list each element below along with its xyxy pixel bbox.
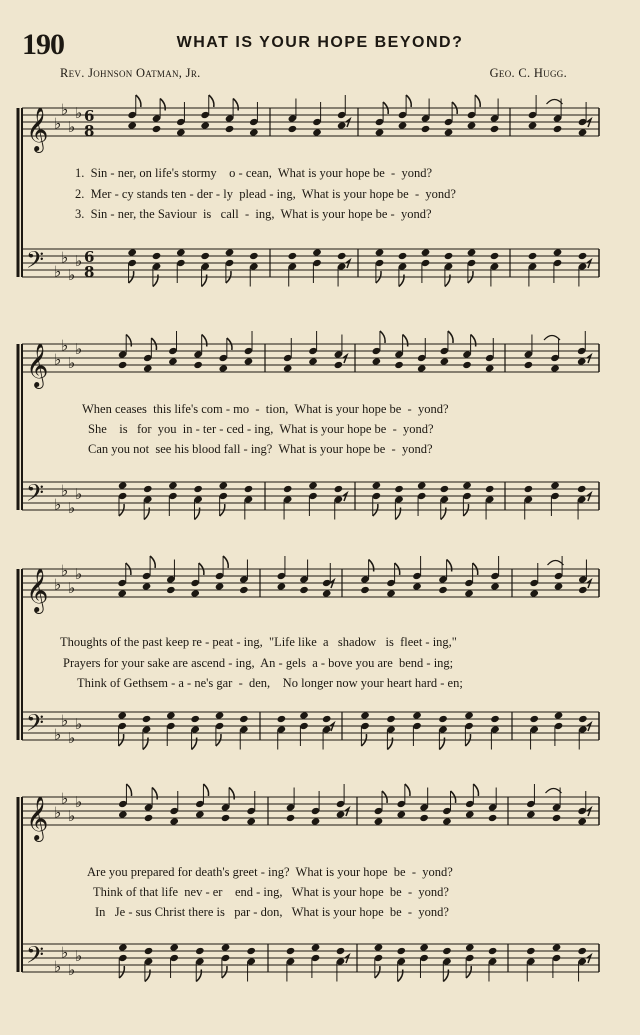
- flag-bass-0-0-1: [153, 275, 158, 287]
- note-bass-0-2-1-0: [398, 252, 408, 260]
- hymn-title: WHAT IS YOUR HOPE BEYOND?: [176, 34, 464, 51]
- note-bass-3-0-1-0: [144, 947, 154, 955]
- rest-bass-1-1: [343, 493, 347, 501]
- rest-treble-0-3: [587, 119, 591, 127]
- rest-treble-0-1: [346, 119, 350, 127]
- note-treble-1-3-0-1: [524, 361, 534, 369]
- fermata-treble-0: [547, 100, 563, 105]
- note-bass-3-0-4-0: [221, 943, 231, 951]
- note-bass-3-2-2-0: [419, 943, 429, 951]
- note-treble-0-2-2-1: [421, 125, 431, 133]
- rest-bass-1-3: [587, 493, 591, 501]
- flat-sign-2-treble-1: ♭: [61, 561, 69, 580]
- note-treble-0-1-0-1: [288, 125, 298, 133]
- note-bass-0-0-2-0: [176, 248, 186, 256]
- flat-sign-0-treble-0: ♭: [54, 114, 62, 133]
- note-treble-3-0-4-1: [221, 814, 231, 822]
- flat-sign-1-bass-1: ♭: [61, 481, 69, 500]
- note-treble-3-1-1-1: [311, 817, 321, 825]
- flag-treble-3-2-4: [473, 784, 478, 796]
- flag-bass-2-0-1: [143, 738, 148, 750]
- note-treble-2-2-3-1: [438, 586, 448, 594]
- verse-line-1-3: 3. Sin - ner, the Saviour is call - ing, What is your hope be - yond?: [75, 207, 432, 221]
- note-treble-0-2-3-1: [444, 128, 454, 136]
- flag-treble-2-0-4: [223, 556, 228, 568]
- note-bass-1-2-4-0: [462, 481, 472, 489]
- note-treble-0-3-0-1: [528, 121, 538, 129]
- note-treble-2-1-0-1: [277, 582, 287, 590]
- flat-sign-2-bass-3: ♭: [75, 715, 83, 733]
- note-treble-2-2-4-1: [464, 589, 474, 597]
- note-treble-0-0-3-1: [200, 121, 210, 129]
- rest-bass-2-3: [587, 723, 591, 731]
- note-bass-0-2-5-0: [490, 252, 500, 260]
- flat-sign-3-treble-3: ♭: [75, 793, 83, 811]
- verse-line-1-2: 2. Mer - cy stands ten - der - ly plead - ing, What is your hope be - yond?: [75, 187, 456, 201]
- note-bass-3-2-4-0: [465, 943, 475, 951]
- flag-treble-0-2-4: [475, 95, 480, 107]
- note-treble-0-1-2-1: [337, 121, 347, 129]
- time-sig-bottom-treble: 8: [84, 122, 95, 140]
- note-treble-3-3-0-1: [526, 810, 536, 818]
- note-bass-1-1-2-0: [334, 485, 344, 493]
- bass-clef-0: 𝄢: [26, 246, 45, 279]
- note-bass-1-0-5-0: [244, 485, 254, 493]
- flat-sign-1-bass-2: ♭: [68, 499, 76, 517]
- note-treble-1-2-4-1: [462, 361, 472, 369]
- bass-clef-1: 𝄢: [26, 479, 45, 512]
- flag-bass-0-2-1: [399, 275, 404, 287]
- lyricist-credit: Rev. Johnson Oatman, Jr.: [60, 66, 201, 80]
- note-bass-0-0-3-0: [200, 252, 210, 260]
- note-treble-2-0-4-1: [215, 582, 225, 590]
- note-treble-3-1-2-1: [336, 810, 346, 818]
- note-treble-2-0-2-1: [166, 586, 176, 594]
- flag-treble-1-0-0: [126, 335, 131, 347]
- flag-bass-3-2-1: [398, 970, 403, 982]
- note-bass-2-3-0-0: [529, 715, 539, 723]
- note-bass-3-0-0-0: [118, 943, 128, 951]
- flag-treble-3-0-0: [126, 784, 131, 796]
- note-bass-0-0-4-0: [225, 248, 235, 256]
- note-treble-1-2-3-1: [440, 357, 450, 365]
- note-treble-2-2-0-1: [360, 586, 370, 594]
- verse-line-2-1: When ceases this life's com - mo - tion, What is your hope be - yond?: [82, 402, 449, 416]
- flag-treble-0-0-0: [136, 95, 141, 107]
- note-treble-2-0-0-1: [117, 589, 127, 597]
- note-bass-2-2-2-0: [412, 711, 422, 719]
- note-treble-0-0-2-1: [176, 128, 186, 136]
- note-bass-1-2-5-0: [485, 485, 495, 493]
- note-bass-3-1-1-0: [311, 943, 321, 951]
- flat-sign-0-bass-1: ♭: [61, 248, 69, 267]
- hymn-number: 190: [22, 28, 64, 61]
- note-treble-1-0-5-1: [244, 357, 254, 365]
- flag-treble-2-2-0: [369, 560, 374, 572]
- note-treble-0-2-4-1: [467, 121, 477, 129]
- fermata-treble-1: [544, 336, 560, 341]
- flat-sign-1-treble-2: ♭: [68, 354, 76, 372]
- flag-bass-3-2-3: [443, 970, 448, 982]
- note-bass-0-0-0-0: [127, 248, 137, 256]
- note-treble-0-2-0-1: [375, 128, 385, 136]
- note-treble-0-0-5-1: [249, 128, 259, 136]
- note-bass-2-3-2-0: [578, 715, 588, 723]
- flag-treble-2-0-1: [150, 556, 155, 568]
- note-bass-0-0-5-0: [249, 252, 259, 260]
- flat-sign-0-treble-3: ♭: [75, 104, 83, 122]
- note-bass-1-0-3-0: [193, 485, 203, 493]
- flat-sign-3-treble-1: ♭: [61, 789, 69, 808]
- note-bass-2-0-3-0: [190, 715, 200, 723]
- rest-bass-3-3: [587, 955, 591, 963]
- bass-clef-3: 𝄢: [26, 941, 45, 974]
- note-bass-0-1-2-0: [337, 252, 347, 260]
- note-bass-2-1-1-0: [299, 711, 309, 719]
- rest-treble-2-3: [587, 580, 591, 588]
- fermata-treble-2: [548, 561, 564, 566]
- flat-sign-2-bass-0: ♭: [54, 725, 62, 744]
- note-treble-0-0-4-1: [225, 125, 235, 133]
- note-bass-1-0-1-0: [143, 485, 153, 493]
- flag-treble-2-2-3: [447, 560, 452, 572]
- note-bass-0-3-0-0: [528, 252, 538, 260]
- note-treble-1-2-1-1: [394, 361, 404, 369]
- note-treble-0-0-1-1: [152, 125, 162, 133]
- note-treble-2-2-1-1: [386, 589, 396, 597]
- treble-clef-0: 𝄞: [26, 107, 49, 151]
- note-bass-0-2-3-0: [444, 252, 454, 260]
- note-bass-1-1-0-0: [283, 485, 293, 493]
- flat-sign-3-bass-0: ♭: [54, 957, 62, 976]
- note-treble-3-2-5-1: [488, 814, 498, 822]
- rest-treble-1-1: [343, 355, 347, 363]
- flat-sign-2-bass-2: ♭: [68, 729, 76, 747]
- rest-bass-3-1: [345, 955, 349, 963]
- note-bass-3-1-0-0: [286, 947, 296, 955]
- note-bass-1-1-1-0: [308, 481, 318, 489]
- fermata-treble-3: [546, 789, 562, 794]
- verse-line-3-3: Think of Gethsem - a - ne's gar - den, No longer now your heart hard - en;: [77, 676, 463, 690]
- note-bass-2-0-1-0: [142, 715, 152, 723]
- flag-treble-0-0-1: [160, 99, 165, 111]
- note-bass-3-2-5-0: [488, 947, 498, 955]
- note-treble-3-2-3-1: [442, 817, 452, 825]
- note-treble-3-2-1-1: [396, 810, 406, 818]
- flag-treble-1-2-0: [380, 331, 385, 343]
- note-treble-0-3-2-1: [578, 128, 588, 136]
- note-bass-1-0-0-0: [118, 481, 128, 489]
- flat-sign-2-treble-2: ♭: [68, 579, 76, 597]
- rest-treble-1-3: [587, 355, 591, 363]
- note-bass-1-2-0-0: [372, 481, 382, 489]
- note-bass-3-0-2-0: [169, 943, 179, 951]
- flag-treble-3-0-4: [229, 788, 234, 800]
- note-bass-3-3-2-0: [577, 947, 587, 955]
- flag-bass-2-0-3: [192, 738, 197, 750]
- note-bass-0-3-2-0: [578, 252, 588, 260]
- flat-sign-0-bass-3: ♭: [75, 252, 83, 270]
- note-bass-1-3-2-0: [577, 485, 587, 493]
- flag-bass-2-2-3: [439, 738, 444, 750]
- flag-treble-0-0-4: [233, 99, 238, 111]
- note-treble-1-2-2-1: [417, 364, 427, 372]
- note-treble-3-0-0-1: [118, 810, 128, 818]
- rest-bass-0-1: [346, 260, 350, 268]
- flag-treble-1-2-1: [403, 335, 408, 347]
- note-treble-2-3-2-1: [578, 586, 588, 594]
- note-bass-1-3-1-0: [550, 481, 560, 489]
- note-bass-2-0-4-0: [215, 711, 225, 719]
- note-treble-2-0-1-1: [142, 582, 152, 590]
- note-bass-2-1-0-0: [277, 715, 287, 723]
- note-treble-1-3-1-1: [550, 364, 560, 372]
- verse-line-2-2: She is for you in - ter - ced - ing, What is your hope be - yond?: [88, 422, 434, 436]
- note-bass-3-0-5-0: [246, 947, 256, 955]
- flag-bass-1-0-1: [144, 508, 149, 520]
- note-treble-2-3-1-1: [554, 582, 564, 590]
- flat-sign-3-bass-2: ♭: [68, 961, 76, 979]
- flat-sign-2-treble-3: ♭: [75, 565, 83, 583]
- note-treble-1-3-2-1: [577, 357, 587, 365]
- note-bass-3-2-1-0: [396, 947, 406, 955]
- note-bass-0-0-1-0: [152, 252, 162, 260]
- treble-clef-2: 𝄞: [26, 568, 49, 612]
- note-treble-1-0-1-1: [143, 364, 153, 372]
- time-sig-top-bass: 6: [84, 248, 95, 266]
- flag-treble-3-0-1: [152, 788, 157, 800]
- flat-sign-1-bass-3: ♭: [75, 485, 83, 503]
- note-treble-1-0-2-1: [168, 357, 178, 365]
- flat-sign-0-bass-2: ♭: [68, 266, 76, 284]
- flat-sign-3-treble-0: ♭: [54, 803, 62, 822]
- note-bass-1-0-4-0: [218, 481, 228, 489]
- rest-bass-0-3: [587, 260, 591, 268]
- flat-sign-1-treble-3: ♭: [75, 340, 83, 358]
- note-bass-3-3-0-0: [526, 947, 536, 955]
- note-treble-3-2-0-1: [374, 817, 384, 825]
- note-treble-3-0-1-1: [144, 814, 154, 822]
- note-treble-2-1-2-1: [322, 589, 332, 597]
- flag-treble-3-0-3: [203, 784, 208, 796]
- note-bass-3-1-2-0: [336, 947, 346, 955]
- note-treble-2-0-5-1: [239, 586, 249, 594]
- flat-sign-0-treble-1: ♭: [61, 100, 69, 119]
- note-treble-1-2-5-1: [485, 364, 495, 372]
- verse-line-3-1: Thoughts of the past keep re - peat - ing, "Life like a shadow is fleet - ing,": [60, 635, 457, 649]
- note-treble-3-3-2-1: [577, 817, 587, 825]
- flat-sign-0-treble-2: ♭: [68, 118, 76, 136]
- flag-treble-0-2-1: [406, 95, 411, 107]
- flat-sign-0-bass-0: ♭: [54, 262, 62, 281]
- note-treble-1-0-0-1: [118, 361, 128, 369]
- note-bass-3-2-3-0: [442, 947, 452, 955]
- note-bass-2-0-5-0: [239, 715, 249, 723]
- note-bass-1-3-0-0: [524, 485, 534, 493]
- note-bass-0-2-0-0: [375, 248, 385, 256]
- note-treble-0-1-1-1: [312, 128, 322, 136]
- note-bass-2-2-0-0: [360, 711, 370, 719]
- flag-bass-1-2-3: [441, 508, 446, 520]
- flat-sign-2-bass-1: ♭: [61, 711, 69, 730]
- note-treble-1-1-2-1: [334, 361, 344, 369]
- note-treble-1-1-0-1: [283, 364, 293, 372]
- note-bass-2-2-4-0: [464, 711, 474, 719]
- note-bass-0-1-0-0: [288, 252, 298, 260]
- flag-treble-0-0-3: [209, 95, 214, 107]
- flag-treble-1-0-3: [202, 335, 207, 347]
- rest-treble-3-3: [587, 808, 591, 816]
- treble-clef-1: 𝄞: [26, 343, 49, 387]
- bass-clef-2: 𝄢: [26, 709, 45, 742]
- note-treble-3-0-2-1: [169, 817, 179, 825]
- flag-bass-1-0-3: [194, 508, 199, 520]
- flat-sign-2-treble-0: ♭: [54, 575, 62, 594]
- verse-line-1-1: 1. Sin - ner, on life's stormy o - cean, What is your hope be - yond?: [75, 166, 433, 180]
- flag-bass-1-2-1: [395, 508, 400, 520]
- note-bass-3-0-3-0: [195, 947, 205, 955]
- flag-bass-0-0-3: [202, 275, 207, 287]
- flag-treble-3-2-1: [405, 784, 410, 796]
- note-bass-0-2-2-0: [421, 248, 431, 256]
- note-treble-0-3-1-1: [553, 125, 563, 133]
- note-treble-2-0-3-1: [190, 589, 200, 597]
- note-bass-2-2-3-0: [438, 715, 448, 723]
- flat-sign-3-bass-1: ♭: [61, 943, 69, 962]
- flag-treble-1-2-4: [471, 335, 476, 347]
- flat-sign-3-treble-2: ♭: [68, 807, 76, 825]
- time-sig-top-treble: 6: [84, 107, 95, 125]
- note-bass-2-2-5-0: [490, 715, 500, 723]
- note-treble-3-0-3-1: [195, 810, 205, 818]
- verse-line-4-2: Think of that life nev - er end - ing, What is your hope be - yond?: [93, 885, 449, 899]
- flat-sign-1-treble-0: ♭: [54, 350, 62, 369]
- note-treble-2-3-0-1: [529, 589, 539, 597]
- note-bass-1-2-2-0: [417, 481, 427, 489]
- note-treble-1-0-4-1: [218, 364, 228, 372]
- note-bass-2-3-1-0: [554, 711, 564, 719]
- flag-bass-3-0-1: [145, 970, 150, 982]
- note-bass-0-1-1-0: [312, 248, 322, 256]
- note-bass-0-2-4-0: [467, 248, 477, 256]
- verse-line-2-3: Can you not see his blood fall - ing? What is your hope be - yond?: [88, 442, 433, 456]
- note-treble-0-0-0-1: [127, 121, 137, 129]
- note-bass-3-2-0-0: [374, 943, 384, 951]
- note-treble-3-3-1-1: [552, 814, 562, 822]
- note-bass-2-0-0-0: [117, 711, 127, 719]
- note-treble-1-2-0-1: [372, 357, 382, 365]
- note-bass-2-0-2-0: [166, 711, 176, 719]
- note-treble-2-1-1-1: [299, 586, 309, 594]
- composer-credit: Geo. C. Hugg.: [489, 66, 567, 80]
- note-bass-2-2-1-0: [386, 715, 396, 723]
- flag-bass-3-0-3: [196, 970, 201, 982]
- note-treble-3-0-5-1: [246, 817, 256, 825]
- note-bass-3-3-1-0: [552, 943, 562, 951]
- note-treble-0-2-5-1: [490, 125, 500, 133]
- flag-treble-1-2-3: [448, 331, 453, 343]
- note-treble-3-2-4-1: [465, 810, 475, 818]
- flat-sign-1-bass-0: ♭: [54, 495, 62, 514]
- note-treble-2-2-5-1: [490, 582, 500, 590]
- verse-line-3-2: Prayers for your sake are ascend - ing, An - gels a - bove you are bend - ing;: [63, 656, 454, 670]
- verse-line-4-3: In Je - sus Christ there is par - don, What is your hope be - yond?: [95, 905, 449, 919]
- rest-bass-2-1: [330, 723, 334, 731]
- flat-sign-3-bass-3: ♭: [75, 947, 83, 965]
- note-treble-3-1-0-1: [286, 814, 296, 822]
- note-bass-0-3-1-0: [553, 248, 563, 256]
- note-bass-1-2-1-0: [394, 485, 404, 493]
- treble-clef-3: 𝄞: [26, 796, 49, 840]
- time-sig-bottom-bass: 8: [84, 263, 95, 281]
- flag-bass-0-2-3: [445, 275, 450, 287]
- flat-sign-1-treble-1: ♭: [61, 336, 69, 355]
- note-treble-0-2-1-1: [398, 121, 408, 129]
- note-treble-3-2-2-1: [419, 814, 429, 822]
- note-treble-2-2-2-1: [412, 582, 422, 590]
- note-bass-2-1-2-0: [322, 715, 332, 723]
- verse-line-4-1: Are you prepared for death's greet - ing? What is your hope be - yond?: [87, 865, 453, 879]
- rest-treble-3-1: [345, 808, 349, 816]
- note-treble-1-1-1-1: [308, 357, 318, 365]
- flag-bass-2-2-1: [387, 738, 392, 750]
- note-treble-1-0-3-1: [193, 361, 203, 369]
- note-bass-1-0-2-0: [168, 481, 178, 489]
- note-bass-1-2-3-0: [440, 485, 450, 493]
